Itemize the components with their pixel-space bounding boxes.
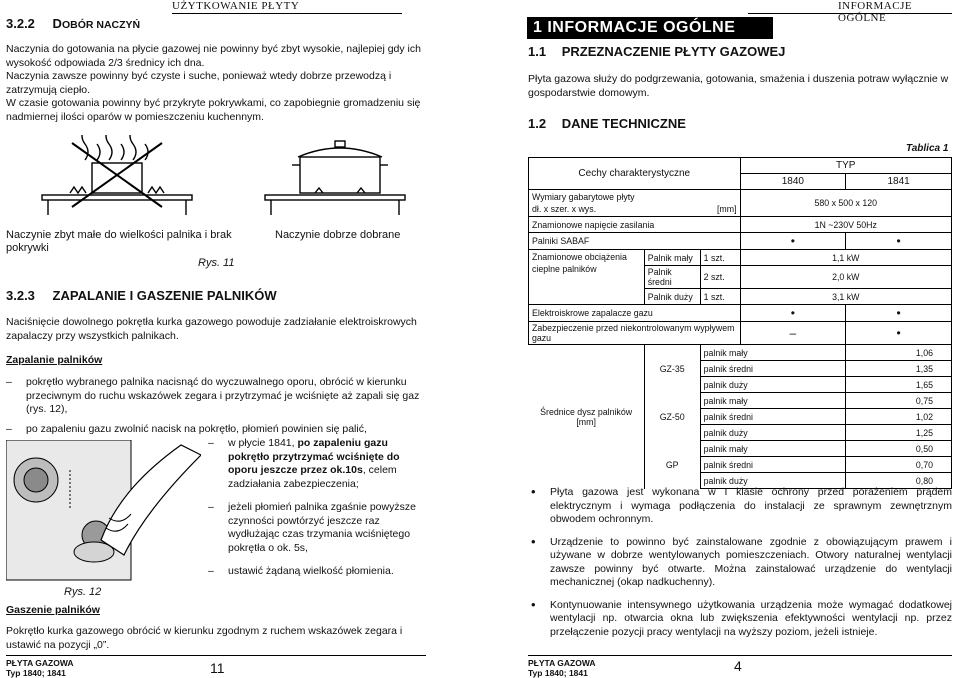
table-cell: 1 szt. (700, 250, 740, 266)
table-cell: – (740, 322, 846, 345)
table-cell: palnik mały (700, 345, 846, 361)
table-cell: palnik średni (700, 361, 846, 377)
footer-rule (6, 655, 426, 656)
table-cell: • (846, 322, 952, 345)
table-cell: Palnik średni (644, 266, 700, 289)
paragraph-323 (6, 316, 426, 343)
table-cell: Znamionowe obciążenia cieplne palników (529, 250, 645, 305)
section-number: 1.1 (528, 44, 547, 59)
section-323-title (6, 288, 277, 303)
paragraph-line: Naczynia zawsze powinny być czyste i suche, ponieważ wtedy dobrze przewodzą i zatrzymują ciepło. (6, 70, 392, 96)
section-title: ZAPALANIE I GASZENIE PALNIKÓW (52, 288, 277, 303)
table-cell: Palnik duży (644, 289, 700, 305)
dash-list (6, 376, 426, 442)
running-header-left: UŻYTKOWANIE PŁYTY (172, 0, 300, 12)
subheading-gaszenie: Gaszenie palników (6, 604, 100, 616)
table-cell: 0,50 (846, 441, 952, 457)
paragraph-line: Naczynia do gotowania na płycie gazowej nie powinny być zbyt wysokie, najlepiej gdy ich wysokość odpowiada 2/3 średnicy ich dna. (6, 43, 421, 69)
table-row (529, 250, 952, 266)
correct-pot-drawing (265, 141, 405, 215)
table-cell: 3,1 kW (740, 289, 951, 305)
table-cell: palnik duży (700, 377, 846, 393)
table-cell: Zabezpieczenie przed niekontrolowanym wypływem gazu (529, 322, 741, 345)
table-cell: 0,70 (846, 457, 952, 473)
footer-left: PŁYTA GAZOWA Typ 1840; 1841 (6, 658, 74, 678)
paragraph-322 (6, 43, 426, 124)
table-cell: • (740, 233, 846, 250)
table-cell: 580 x 500 x 120 (740, 190, 951, 217)
table-cell: 1,06 (846, 345, 952, 361)
figure-11-caption-right: Naczynie dobrze dobrane (275, 229, 401, 241)
table-cell: • (846, 233, 952, 250)
dash-list-item: – pokrętło wybranego palnika nacisnąć do wyczuwalnego oporu, obrócić w kierunku przeciwnym do ruchu wskazówek zegara i przytrzymać je wciśnięte aż zapali się gaz (rys. 12), (6, 376, 426, 417)
table-cell: TYP (740, 158, 951, 174)
dash-list-item: – jeżeli płomień palnika zgaśnie powyższe czynności powtórzyć jeszcze raz wydłużając czas trzymania wciśniętego pokrętła o ok. 5s, (208, 501, 430, 555)
right-dash-list (208, 437, 430, 585)
table-row (529, 158, 952, 174)
table-cell: GZ-35 (644, 345, 700, 393)
table-cell: Elektroiskrowe zapalacze gazu (529, 305, 741, 322)
table-row (529, 305, 952, 322)
table-row (529, 217, 952, 233)
table-row (529, 322, 952, 345)
table-cell: Średnice dysz palników [mm] (540, 406, 633, 427)
technical-data-table (528, 157, 952, 489)
table-cell: palnik duży (700, 425, 846, 441)
table-cell: Palnik mały (644, 250, 700, 266)
table-cell: palnik duży (700, 473, 846, 489)
bullet-list (528, 486, 952, 648)
table-row (529, 190, 952, 217)
section-12-title (528, 116, 686, 131)
table-cell: 2 szt. (700, 266, 740, 289)
table-cell: 1,65 (846, 377, 952, 393)
figure-12-illustration (6, 440, 201, 588)
section-title: PRZEZNACZENIE PŁYTY GAZOWEJ (561, 44, 786, 59)
footer-right: PŁYTA GAZOWA Typ 1840; 1841 (528, 658, 596, 678)
table-cell: Wymiary gabarytowe płyty dł. x szer. x wys. [mm] (529, 190, 741, 217)
figure-11-caption-left: Naczynie zbyt małe do wielkości palnika i brak pokrywki (6, 229, 232, 254)
figure-12-label: Rys. 12 (64, 586, 102, 598)
section-number: 3.2.3 (6, 288, 35, 303)
table-label: Tablica 1 (906, 143, 949, 154)
section-11-title (528, 44, 785, 59)
header-rule (748, 13, 952, 14)
bullet-item: • Kontynuowanie intensywnego użytkowania urządzenia może wymagać dodatkowej wentylacji np. otwarcia okna lub zwiększenia efektywności wentylacji np. przez przełączenie pozycji pracy wentylacji na wyższy poziom, jeżeli istnieje. (528, 599, 952, 640)
table-cell: GZ-50 (644, 393, 700, 441)
table-cell: Znamionowe napięcie zasilania (529, 217, 741, 233)
table-cell: 1840 (740, 174, 846, 190)
table-cell: 1841 (846, 174, 952, 190)
paragraph-line: Naciśnięcie dowolnego pokrętła kurka gazowego powoduje zadziałanie elektroiskrowych zapalaczy przy wszystkich palnikach. (6, 316, 417, 342)
section-322-title (6, 16, 140, 31)
table-cell: Palniki SABAF (529, 233, 741, 250)
table-cell: 2,0 kW (740, 266, 951, 289)
bullet-item: • Urządzenie to powinno być zainstalowane zgodnie z obowiązującym prawem i używane w dobrze wentylowanych pomieszczeniach. Otwory naturalnej wentylacji zawsze powinny być otwarte. Można zainstalować urządzenie do wentylacji mechanicznej (okap nadkuchenny). (528, 536, 952, 590)
dash-list-item: – po zapaleniu gazu zwolnić nacisk na pokrętło, płomień powinien się palić, (6, 423, 426, 437)
page-number-left: 11 (210, 660, 225, 676)
table-cell: palnik średni (700, 409, 846, 425)
section-number: 3.2.2 (6, 16, 35, 31)
paragraph-line: Płyta gazowa służy do podgrzewania, gotowania, smażenia i duszenia potraw wyłącznie w gospodarstwie domowym. (528, 73, 949, 99)
subheading-zapalanie: Zapalanie palników (6, 354, 103, 366)
table-cell: palnik mały (700, 393, 846, 409)
table-cell: palnik średni (700, 457, 846, 473)
table-cell: 1,1 kW (740, 250, 951, 266)
table-cell: GP (644, 441, 700, 489)
table-cell: 1N ~230V 50Hz (740, 217, 951, 233)
dash-list-item: – w płycie 1841, po zapaleniu gazu pokrętło przytrzymać wciśnięte do oporu jeszcze przez ok.10s, celem zadziałania zabezpieczenia; (208, 437, 430, 491)
table-cell: 0,80 (846, 473, 952, 489)
table-cell: 1,25 (846, 425, 952, 441)
bullet-item: • Płyta gazowa jest wykonana w I klasie ochrony przed porażeniem prądem elektrycznym i wymaga podłączenia do instalacji ze sprawnym zewnętrznym obwodem ochronnym. (528, 486, 952, 527)
running-header-right: INFORMACJE OGÓLNE (838, 0, 913, 24)
figure-11-illustration (30, 135, 410, 225)
table-cell: Cechy charakterystyczne (529, 158, 741, 190)
paragraph-line: W czasie gotowania powinny być przykryte pokrywkami, co zapobiegnie gromadzeniu się nadmiernej ilości oparów w pomieszczeniu kuchennym. (6, 97, 421, 123)
figure-11-label: Rys. 11 (198, 257, 235, 269)
paragraph-11 (528, 73, 952, 100)
table-cell: • (740, 305, 846, 322)
table-cell: 1,02 (846, 409, 952, 425)
paragraph-gaszenie (6, 625, 426, 652)
header-rule (172, 13, 402, 14)
small-pot-drawing (42, 135, 192, 215)
table-cell: 1,35 (846, 361, 952, 377)
paragraph-line: Pokrętło kurka gazowego obrócić w kierunku zgodnym z ruchem wskazówek zegara i ustawić na pozycji „0”. (6, 625, 403, 651)
section-title-first: D (52, 16, 62, 31)
table-cell: 1 szt. (700, 289, 740, 305)
section-number: 1.2 (528, 116, 547, 131)
table-cell: 0,75 (846, 393, 952, 409)
page-number-right: 4 (734, 658, 742, 674)
footer-rule (528, 655, 952, 656)
table-row (529, 233, 952, 250)
table-row (529, 345, 952, 361)
table-cell: • (846, 305, 952, 322)
table-cell: palnik mały (700, 441, 846, 457)
section-title: DANE TECHNICZNE (561, 116, 686, 131)
chapter-title: 1 INFORMACJE OGÓLNE (527, 17, 773, 39)
section-title-rest: OBÓR NACZYŃ (61, 19, 141, 31)
dash-list-item: – ustawić żądaną wielkość płomienia. (208, 565, 430, 579)
